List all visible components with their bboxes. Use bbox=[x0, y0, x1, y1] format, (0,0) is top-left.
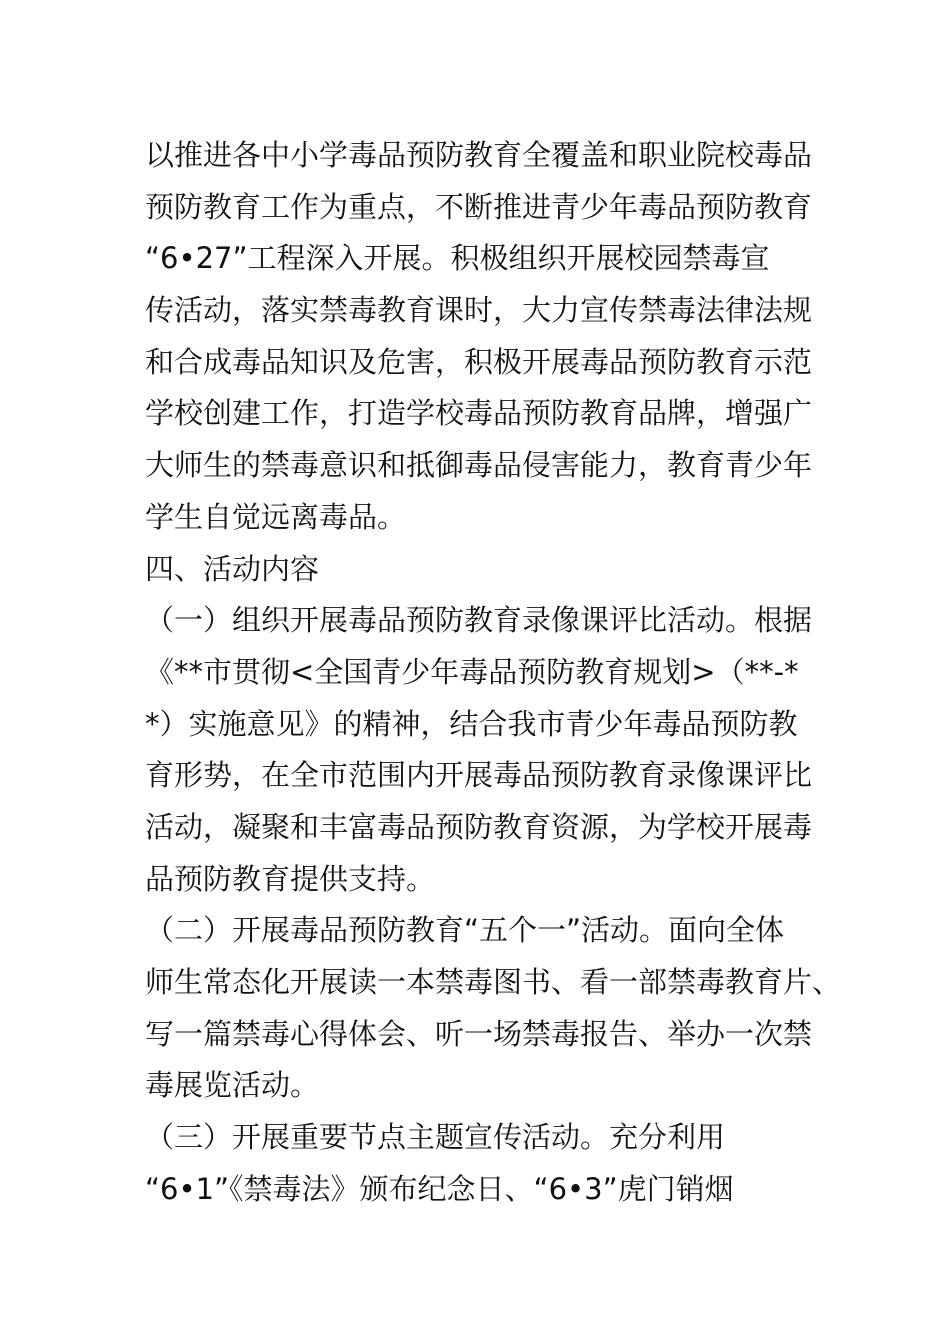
text-line-11: 《**市贯彻<全国青少年毒品预防教育规划>（**-* bbox=[145, 654, 799, 689]
text-line-1: 以推进各中小学毒品预防教育全覆盖和职业院校毒品 bbox=[145, 138, 813, 172]
text-line-18: 写一篇禁毒心得体会、听一场禁毒报告、举办一次禁 bbox=[145, 1016, 813, 1051]
text-line-10: （一）组织开展毒品预防教育录像课评比活动。根据 bbox=[145, 603, 813, 638]
text-line-12: *）实施意见》的精神，结合我市青少年毒品预防教 bbox=[145, 706, 798, 741]
text-line-7: 大师生的禁毒意识和抵御毒品侵害能力，教育青少年 bbox=[145, 448, 813, 483]
text-line-4: 传活动，落实禁毒教育课时，大力宣传禁毒法律法规 bbox=[145, 293, 813, 328]
text-line-2: 预防教育工作为重点，不断推进青少年毒品预防教育 bbox=[145, 189, 813, 224]
text-line-19: 毒展览活动。 bbox=[145, 1068, 320, 1103]
text-line-3: “6•27”工程深入开展。积极组织开展校园禁毒宣 bbox=[145, 241, 770, 276]
text-line-17: 师生常态化开展读一本禁毒图书、看一部禁毒教育片、 bbox=[145, 965, 842, 999]
text-line-16: （二）开展毒品预防教育“五个一”活动。面向全体 bbox=[145, 913, 785, 948]
section-heading: 四、活动内容 bbox=[145, 551, 320, 586]
text-line-13: 育形势，在全市范围内开展毒品预防教育录像课评比 bbox=[145, 758, 813, 793]
text-line-6: 学校创建工作，打造学校毒品预防教育品牌，增强广 bbox=[145, 396, 813, 431]
text-line-21: “6•1”《禁毒法》颁布纪念日、“6•3”虎门销烟 bbox=[145, 1171, 734, 1206]
text-line-14: 活动，凝聚和丰富毒品预防教育资源，为学校开展毒 bbox=[145, 809, 813, 844]
document-body bbox=[145, 130, 842, 1215]
text-line-5: 和合成毒品知识及危害，积极开展毒品预防教育示范 bbox=[145, 344, 813, 379]
text-line-8: 学生自觉远离毒品。 bbox=[145, 499, 407, 534]
text-line-15: 品预防教育提供支持。 bbox=[145, 861, 436, 896]
text-line-20: （三）开展重要节点主题宣传活动。充分利用 bbox=[145, 1120, 726, 1155]
